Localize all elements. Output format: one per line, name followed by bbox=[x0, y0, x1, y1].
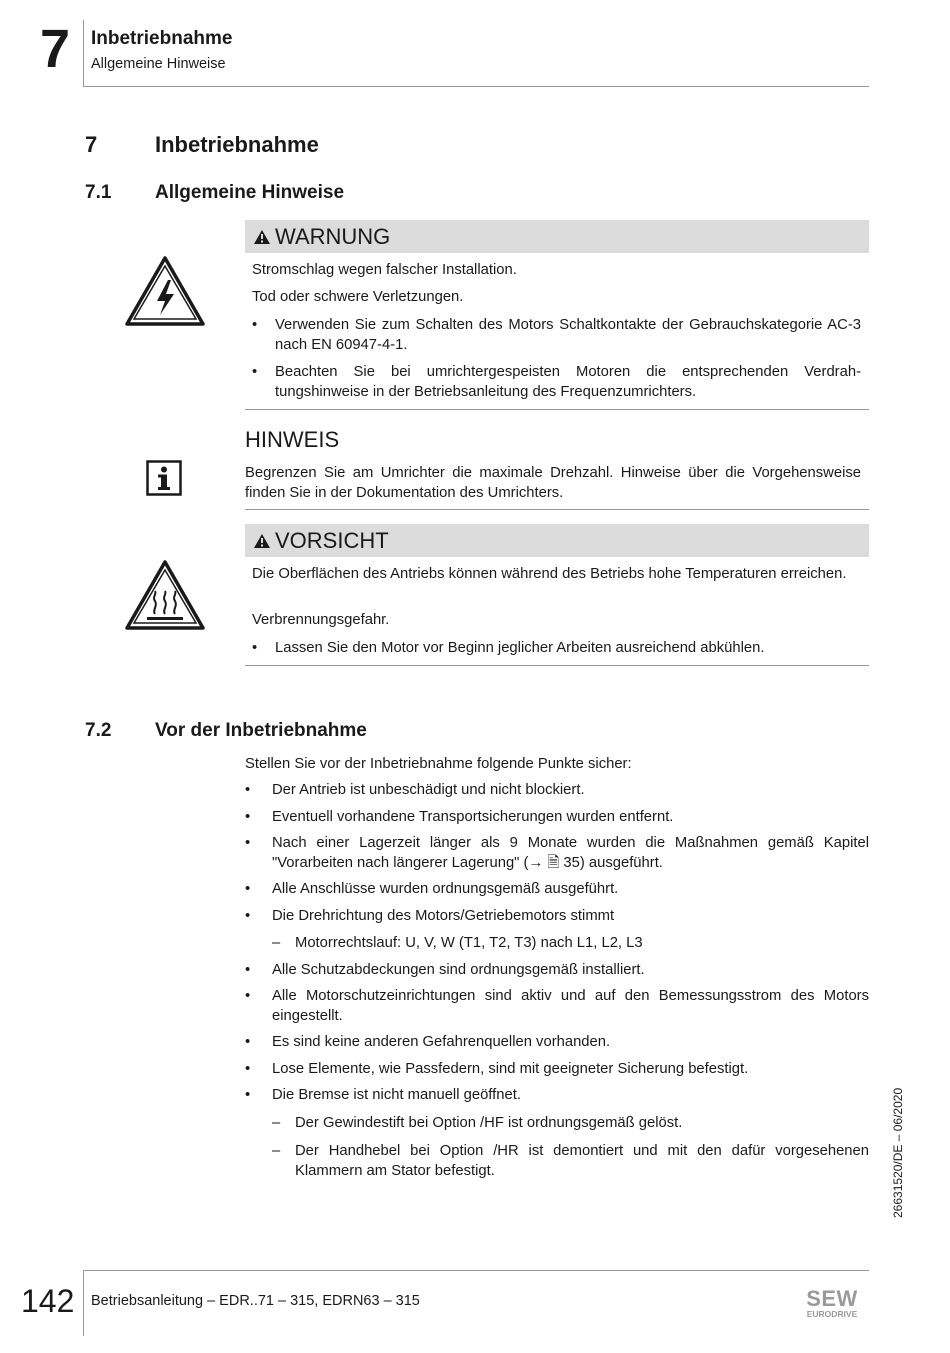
sew-eurodrive-logo bbox=[796, 1286, 868, 1320]
footer-divider bbox=[83, 1270, 84, 1336]
bullet-marker: • bbox=[245, 782, 251, 798]
list-item-text: Eventuell vorhandene Transportsicherungen wurden entfernt. bbox=[272, 809, 674, 825]
list-item-text: Alle Anschlüsse wurden ordnungsgemäß ausgeführt. bbox=[272, 881, 619, 897]
list-item bbox=[245, 781, 869, 801]
logo-top-text: SEW bbox=[806, 1286, 858, 1311]
list-item bbox=[245, 1060, 869, 1080]
hinweis-label: HINWEIS bbox=[245, 427, 340, 452]
vorsicht-line-2: Verbrennungsgefahr. bbox=[252, 612, 390, 628]
list-item bbox=[245, 808, 869, 828]
vorsicht-end-rule bbox=[245, 665, 869, 666]
bullet-marker: • bbox=[252, 364, 258, 380]
dash-marker: – bbox=[272, 1143, 281, 1159]
footer-doc-title: Betriebsanleitung – EDR..71 – 315, EDRN63 – 315 bbox=[91, 1293, 420, 1309]
hinweis-end-rule bbox=[245, 509, 869, 510]
hot-surface-warning-icon bbox=[124, 559, 206, 631]
warning-triangle-icon bbox=[253, 229, 271, 245]
sub-list-item bbox=[272, 934, 869, 954]
vorsicht-line-1: Die Oberflächen des Antriebs können während des Betriebs hohe Temperaturen erreichen. bbox=[252, 566, 847, 582]
header-divider bbox=[83, 20, 84, 86]
list-item-text: Der Antrieb ist unbeschädigt und nicht blockiert. bbox=[272, 782, 585, 798]
electric-shock-warning-icon bbox=[124, 255, 206, 327]
sub-list-item bbox=[272, 1114, 869, 1134]
section-7-1-number: 7.1 bbox=[85, 182, 112, 203]
bullet-marker: • bbox=[245, 908, 251, 924]
chapter-number: 7 bbox=[40, 19, 71, 79]
page-number: 142 bbox=[21, 1283, 75, 1319]
list-item bbox=[245, 880, 869, 900]
footer-rule bbox=[83, 1270, 869, 1271]
section-7-1-title: Allgemeine Hinweise bbox=[155, 182, 345, 203]
section-7-number: 7 bbox=[85, 132, 98, 157]
bullet-marker: • bbox=[245, 835, 251, 851]
section-7-title: Inbetriebnahme bbox=[155, 132, 319, 157]
warning-line-1: Stromschlag wegen falscher Installation. bbox=[252, 262, 517, 278]
vorsicht-label: VORSICHT bbox=[275, 528, 389, 553]
section-7-2-number: 7.2 bbox=[85, 720, 112, 741]
bullet-marker: • bbox=[245, 809, 251, 825]
warning-bullet-1-text: Verwenden Sie zum Schalten des Motors Schaltkontakte der Gebrauchskategorie AC-3 nach EN 60947-4-1. bbox=[275, 317, 861, 353]
vorsicht-banner bbox=[245, 524, 869, 557]
bullet-marker: • bbox=[245, 881, 251, 897]
sub-list-item bbox=[272, 1142, 869, 1181]
header-rule bbox=[83, 86, 869, 87]
caution-triangle-icon bbox=[253, 533, 271, 549]
warning-label: WARNUNG bbox=[275, 224, 391, 249]
vorsicht-bullet-1-text: Lassen Sie den Motor vor Beginn jeglicher Arbeiten ausreichend abkühlen. bbox=[275, 640, 765, 656]
warning-bullet-1 bbox=[252, 316, 861, 355]
document-id-text: 26631520/DE – 06/2020 bbox=[891, 1087, 905, 1218]
list-item bbox=[245, 834, 869, 873]
bullet-marker: • bbox=[245, 1034, 251, 1050]
document-id bbox=[882, 1075, 912, 1220]
bullet-marker: • bbox=[245, 962, 251, 978]
section-7-2-title: Vor der Inbetriebnahme bbox=[155, 720, 367, 741]
list-item-text: Nach einer Lagerzeit länger als 9 Monate wurden die Maßnahmen gemäß Kapitel "Vorarbeiten nach längerer Lagerung" (→ 🗎 35) ausgeführt. bbox=[272, 835, 869, 871]
warning-line-2: Tod oder schwere Verletzungen. bbox=[252, 289, 464, 305]
bullet-marker: • bbox=[245, 1061, 251, 1077]
dash-marker: – bbox=[272, 1115, 281, 1131]
bullet-marker: • bbox=[252, 317, 258, 333]
section-7-2-intro: Stellen Sie vor der Inbetriebnahme folgende Punkte sicher: bbox=[245, 756, 632, 772]
info-icon bbox=[146, 460, 182, 496]
list-item-text: Alle Schutzabdeckungen sind ordnungsgemäß installiert. bbox=[272, 962, 645, 978]
hinweis-text: Begrenzen Sie am Umrichter die maximale Drehzahl. Hinweise über die Vorgehensweise finden Sie in der Dokumentation des Umrichters. bbox=[245, 465, 861, 501]
sub-list-item-text: Der Handhebel bei Option /HR ist demontiert und mit den dafür vorgesehenen Klammern am Stator befestigt. bbox=[295, 1143, 869, 1179]
header-chapter-title: Inbetriebnahme bbox=[91, 28, 233, 49]
warning-banner bbox=[245, 220, 869, 253]
list-item-text: Alle Motorschutzeinrichtungen sind aktiv und auf den Bemessungsstrom des Motors eingestellt. bbox=[272, 988, 869, 1024]
list-item bbox=[245, 907, 869, 927]
dash-marker: – bbox=[272, 935, 281, 951]
list-item bbox=[245, 1086, 869, 1106]
warning-end-rule bbox=[245, 409, 869, 410]
list-item-text: Die Drehrichtung des Motors/Getriebemotors stimmt bbox=[272, 908, 615, 924]
list-item bbox=[245, 961, 869, 981]
vorsicht-bullet-1 bbox=[252, 639, 861, 659]
list-item bbox=[245, 987, 869, 1026]
list-item bbox=[245, 1033, 869, 1053]
list-item-text: Es sind keine anderen Gefahrenquellen vorhanden. bbox=[272, 1034, 611, 1050]
sub-list-item-text: Motorrechtslauf: U, V, W (T1, T2, T3) nach L1, L2, L3 bbox=[295, 935, 643, 951]
bullet-marker: • bbox=[245, 1087, 251, 1103]
sub-list-item-text: Der Gewindestift bei Option /HF ist ordnungsgemäß gelöst. bbox=[295, 1115, 683, 1131]
list-item-text: Lose Elemente, wie Passfedern, sind mit geeigneter Sicherung befestigt. bbox=[272, 1061, 749, 1077]
header-section-title: Allgemeine Hinweise bbox=[91, 56, 226, 72]
bullet-marker: • bbox=[245, 988, 251, 1004]
warning-bullet-2-text: Beachten Sie bei umrichtergespeisten Motoren die entsprechenden Verdrahtungshinweise in der Betriebsanleitung des Frequenzumrichters. bbox=[275, 364, 861, 400]
bullet-marker: • bbox=[252, 640, 258, 656]
warning-bullet-2 bbox=[252, 363, 861, 402]
logo-bottom-text: EURODRIVE bbox=[806, 1309, 858, 1319]
list-item-text: Die Bremse ist nicht manuell geöffnet. bbox=[272, 1087, 521, 1103]
